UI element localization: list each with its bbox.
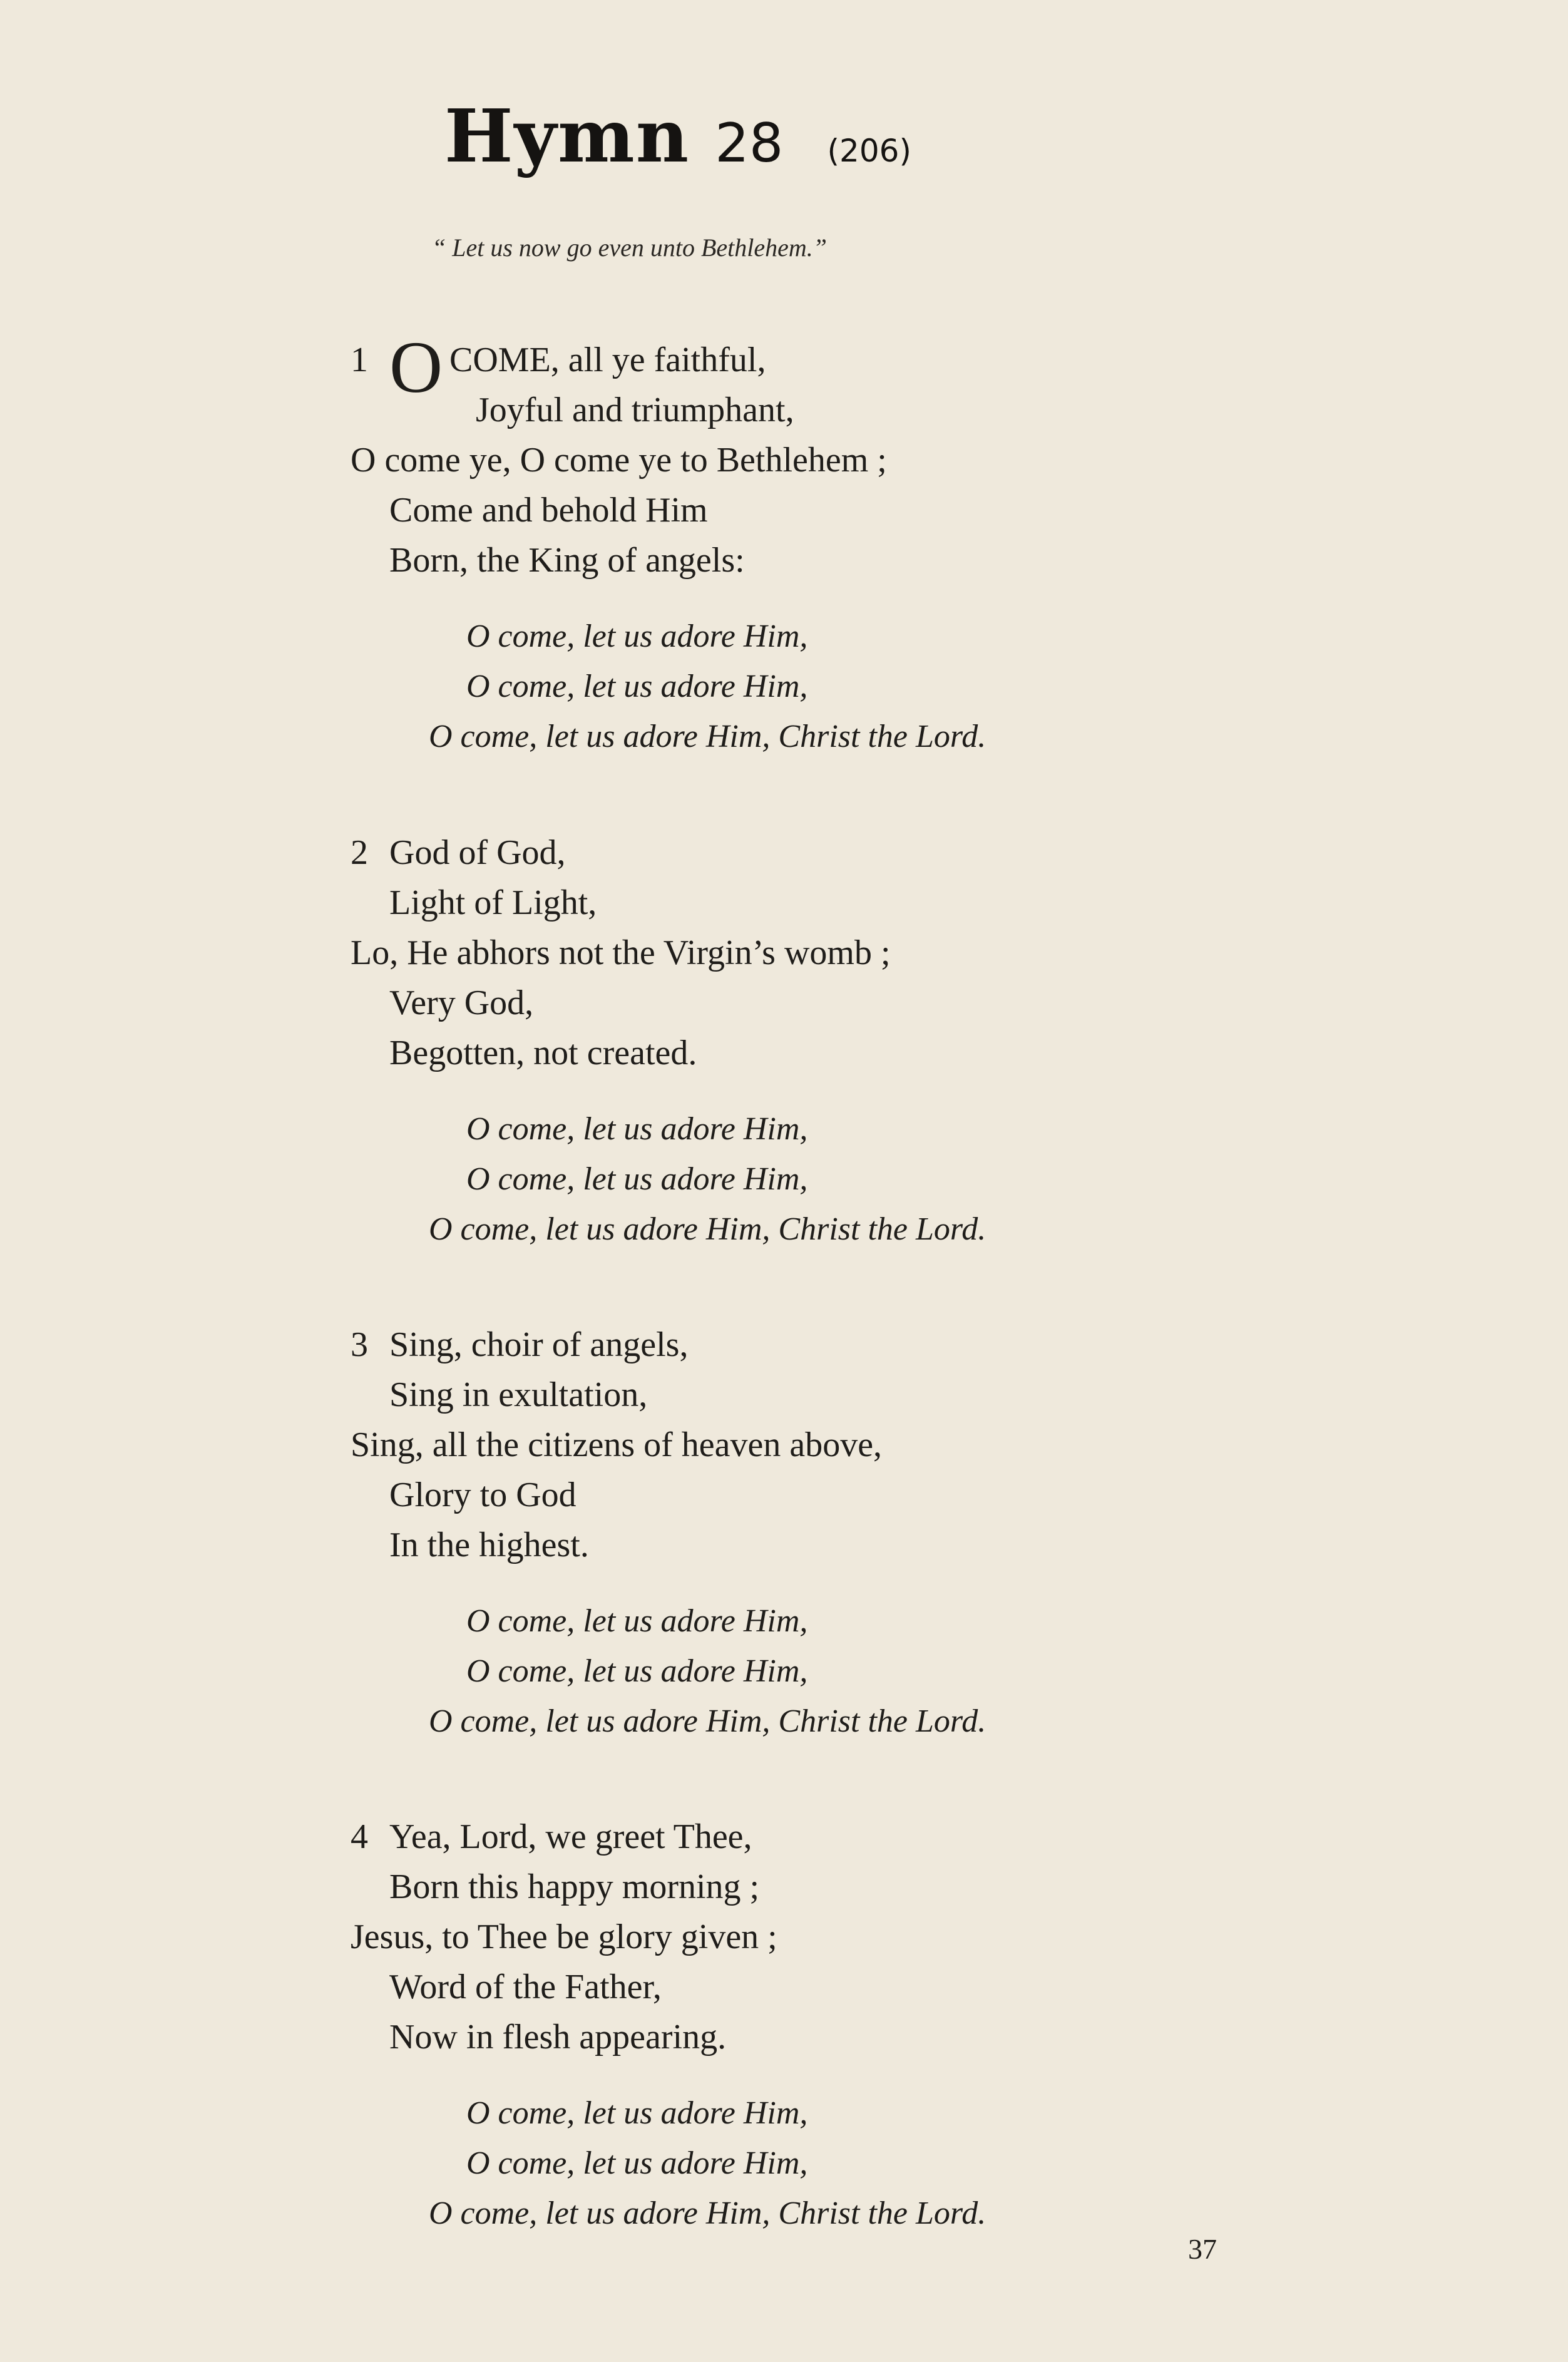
refrain-line: O come, let us adore Him,	[466, 2095, 808, 2131]
verse-number: 4	[351, 1817, 368, 1856]
verse-line: Lo, He abhors not the Virgin’s womb ;	[351, 933, 891, 972]
refrain	[351, 612, 1164, 762]
verse-number: 1	[351, 341, 368, 379]
verse-2	[351, 828, 1164, 1255]
verse-line: COME, all ye faithful,	[449, 341, 766, 379]
refrain-line: O come, let us adore Him,	[466, 619, 808, 654]
verse-3	[351, 1320, 1164, 1747]
refrain	[351, 1596, 1164, 1747]
refrain-line: O come, let us adore Him,	[466, 669, 808, 704]
verse-line: Yea, Lord, we greet Thee,	[389, 1817, 752, 1856]
refrain-line: O come, let us adore Him, Christ the Lord.	[429, 1211, 986, 1247]
verse-line: Sing, choir of angels,	[389, 1325, 689, 1364]
verse-number: 2	[351, 833, 368, 872]
refrain-line: O come, let us adore Him,	[466, 2145, 808, 2181]
verse-line: Glory to God	[389, 1476, 576, 1514]
drop-cap: O	[389, 326, 443, 408]
verse-line: God of God,	[389, 833, 566, 872]
refrain	[351, 2088, 1164, 2239]
verse-line: Jesus, to Thee be glory given ;	[351, 1918, 777, 1956]
hymn-number: 28	[715, 112, 784, 175]
refrain-line: O come, let us adore Him,	[466, 1161, 808, 1197]
verse-line: Begotten, not created.	[389, 1034, 697, 1072]
verse-line: Light of Light,	[389, 883, 597, 922]
verse-line: In the highest.	[389, 1526, 589, 1564]
refrain-line: O come, let us adore Him,	[466, 1653, 808, 1689]
title-word: Hymn	[444, 94, 690, 179]
refrain-line: O come, let us adore Him, Christ the Lord.	[429, 2195, 986, 2231]
verse-line: Now in flesh appearing.	[389, 2018, 727, 2056]
refrain	[351, 1104, 1164, 1255]
refrain-line: O come, let us adore Him, Christ the Lord.	[429, 719, 986, 754]
refrain-line: O come, let us adore Him, Christ the Lord.	[429, 1703, 986, 1739]
verse-line: Sing in exultation,	[389, 1375, 648, 1414]
verse-number: 3	[351, 1325, 368, 1364]
verse-line: Very God,	[389, 983, 534, 1022]
verse-1	[351, 326, 1164, 762]
hymn-title	[444, 94, 911, 179]
verse-line: Sing, all the citizens of heaven above,	[351, 1425, 883, 1464]
verse-line: Born, the King of angels:	[389, 541, 745, 580]
verse-line: O come ye, O come ye to Bethlehem ;	[351, 441, 887, 480]
verse-line: Word of the Father,	[389, 1968, 662, 2006]
epigraph: “ Let us now go even unto Bethlehem.”	[432, 234, 828, 262]
alternate-number: (206)	[827, 133, 911, 169]
verse-line: Joyful and triumphant,	[476, 391, 794, 429]
verse-line: Come and behold Him	[389, 491, 708, 530]
verse-line: Born this happy morning ;	[389, 1867, 760, 1906]
page-number: 37	[1188, 2233, 1217, 2265]
verse-4	[351, 1812, 1164, 2239]
refrain-line: O come, let us adore Him,	[466, 1603, 808, 1639]
refrain-line: O come, let us adore Him,	[466, 1111, 808, 1147]
